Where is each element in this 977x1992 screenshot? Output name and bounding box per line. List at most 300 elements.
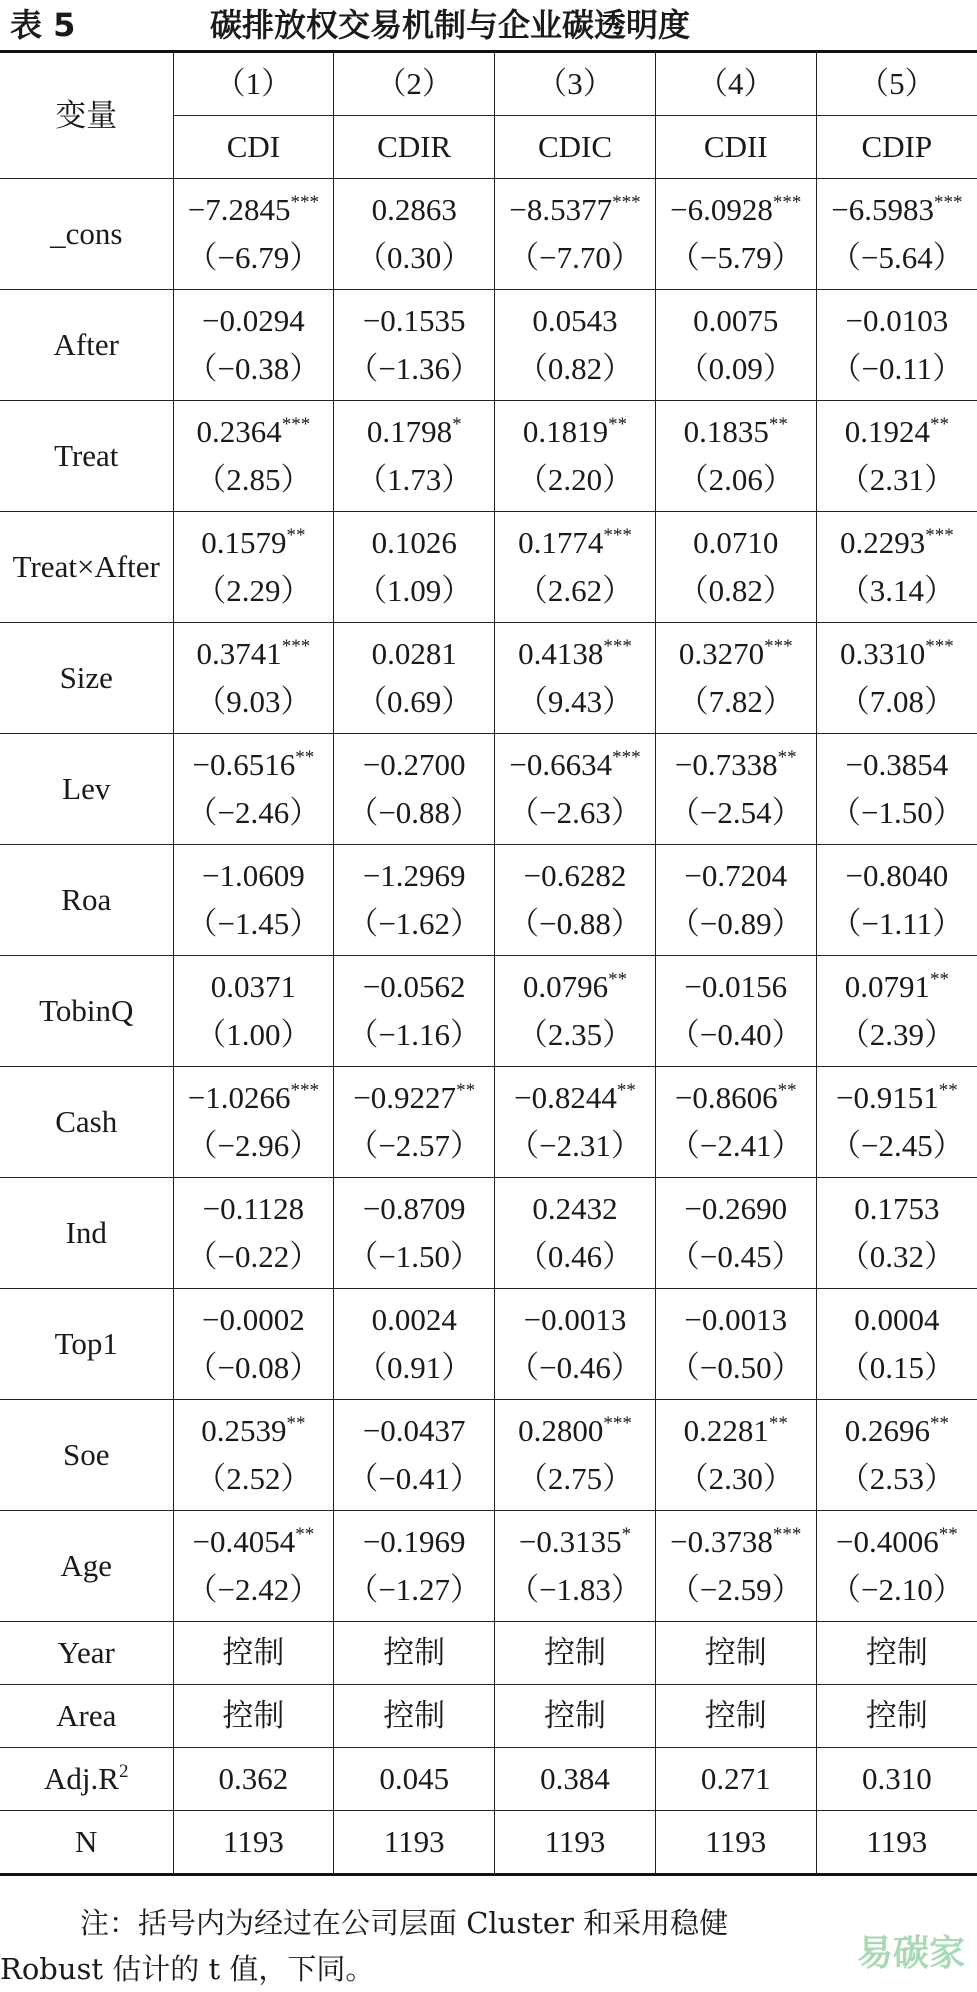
t-statistic: （2.20） (516, 462, 634, 497)
coefficient (495, 186, 655, 234)
control-value: 控制 (173, 1685, 334, 1748)
coefficient (495, 1296, 655, 1344)
column-name: CDI (173, 116, 334, 179)
coefficient-value: 0.2800 (518, 1413, 604, 1448)
t-statistic: （−2.46） (186, 795, 321, 830)
variable-row (0, 1289, 977, 1400)
estimate-cell (173, 845, 334, 956)
coefficient-value: −6.5983 (831, 192, 934, 227)
coefficient-value: 0.2696 (844, 1413, 930, 1448)
t-statistic: （−2.59） (668, 1572, 803, 1607)
coefficient-value: 0.0543 (532, 303, 618, 338)
coefficient-value: −0.3738 (670, 1524, 773, 1559)
coefficient-value: −0.3854 (845, 747, 949, 782)
adj-r2-value: 0.310 (816, 1748, 977, 1811)
coefficient-value: −0.0013 (523, 1302, 627, 1337)
variable-name: Ind (0, 1178, 173, 1289)
coefficient-value: 0.1774 (518, 525, 604, 560)
variable-name: Age (0, 1511, 173, 1622)
estimate-cell (816, 1178, 977, 1289)
estimate-cell (495, 1511, 656, 1622)
coefficient (334, 297, 494, 345)
t-statistic: （0.32） (838, 1239, 955, 1274)
table-title (10, 2, 970, 48)
table-note (0, 1900, 977, 1992)
significance-stars: *** (290, 192, 320, 213)
coefficient (817, 1518, 977, 1566)
significance-stars: ** (929, 414, 949, 435)
t-statistic: （0.09） (677, 351, 794, 386)
t-statistic: （2.52） (195, 1461, 312, 1496)
control-value: 控制 (334, 1685, 495, 1748)
variable-row (0, 1067, 977, 1178)
significance-stars: *** (925, 636, 954, 657)
coefficient-value: −0.4054 (192, 1524, 296, 1559)
variable-name: Lev (0, 734, 173, 845)
significance-stars: * (452, 414, 462, 435)
significance-stars: *** (603, 636, 632, 657)
t-statistic: （2.53） (838, 1461, 955, 1496)
coefficient-value: −0.2700 (362, 747, 466, 782)
coefficient-value: 0.2539 (201, 1413, 287, 1448)
estimate-cell (655, 623, 816, 734)
coefficient (656, 852, 816, 900)
t-statistic: （7.82） (677, 684, 794, 719)
coefficient (334, 1407, 494, 1455)
control-name: Year (0, 1622, 173, 1685)
significance-stars: *** (925, 525, 954, 546)
column-number: （1） (173, 52, 334, 116)
t-statistic: （−2.57） (347, 1128, 482, 1163)
t-statistic: （0.91） (356, 1350, 473, 1385)
significance-stars: *** (612, 747, 641, 768)
observations-label: N (0, 1811, 173, 1875)
coefficient (656, 519, 816, 567)
observations-value: 1193 (495, 1811, 656, 1875)
estimate-cell (655, 401, 816, 512)
coefficient (495, 1074, 655, 1122)
coefficient-value: −1.0266 (187, 1080, 291, 1115)
estimate-cell (816, 512, 977, 623)
estimate-cell (334, 734, 495, 845)
t-statistic: （1.73） (356, 462, 473, 497)
coefficient (656, 408, 816, 456)
t-statistic: （7.08） (838, 684, 955, 719)
estimate-cell (495, 956, 656, 1067)
t-statistic: （−1.45） (186, 906, 321, 941)
coefficient (817, 1296, 977, 1344)
t-statistic: （−2.31） (508, 1128, 642, 1163)
coefficient-value: 0.1026 (371, 525, 457, 560)
coefficient-value: 0.0710 (693, 525, 779, 560)
control-value: 控制 (334, 1622, 495, 1685)
coefficient-value: 0.1753 (854, 1191, 940, 1226)
coefficient (495, 297, 655, 345)
coefficient-value: −1.0609 (202, 858, 305, 893)
variable-name: Top1 (0, 1289, 173, 1400)
coefficient (656, 963, 816, 1011)
control-value: 控制 (655, 1622, 816, 1685)
t-statistic: （−0.88） (508, 906, 642, 941)
estimate-cell (173, 734, 334, 845)
t-statistic: （2.31） (838, 462, 955, 497)
coefficient-value: −0.7338 (674, 747, 778, 782)
coefficient-value: 0.1835 (683, 414, 769, 449)
coefficient (817, 1407, 977, 1455)
coefficient-value: −0.0437 (362, 1413, 466, 1448)
coefficient (334, 741, 494, 789)
adj-r2-superscript: 2 (118, 1761, 129, 1782)
variable-row (0, 1178, 977, 1289)
adj-r2-text: Adj.R (44, 1761, 119, 1796)
coefficient-value: −0.8606 (674, 1080, 778, 1115)
estimate-cell (816, 179, 977, 290)
variable-name: Cash (0, 1067, 173, 1178)
significance-stars: ** (768, 1413, 788, 1434)
variable-name: Treat×After (0, 512, 173, 623)
coefficient (174, 1185, 334, 1233)
estimate-cell (334, 956, 495, 1067)
observations-row (0, 1811, 977, 1875)
t-statistic: （−6.79） (186, 240, 321, 275)
coefficient (334, 1185, 494, 1233)
coefficient-value: −0.3135 (518, 1524, 622, 1559)
coefficient (174, 186, 334, 234)
variable-name: Roa (0, 845, 173, 956)
coefficient-value: 0.2863 (371, 192, 457, 227)
t-statistic: （−0.50） (668, 1350, 803, 1385)
coefficient-value: 0.3270 (678, 636, 765, 671)
watermark-logo: 易碳家 (856, 1933, 965, 1974)
variable-row (0, 512, 977, 623)
estimate-cell (816, 623, 977, 734)
coefficient (334, 519, 494, 567)
coefficient-value: −6.0928 (670, 192, 773, 227)
estimate-cell (495, 179, 656, 290)
t-statistic: （−1.11） (830, 906, 964, 941)
significance-stars: ** (768, 414, 788, 435)
adj-r2-value: 0.384 (495, 1748, 656, 1811)
estimate-cell (173, 401, 334, 512)
variable-row (0, 179, 977, 290)
significance-stars: *** (281, 636, 311, 657)
coefficient (174, 963, 334, 1011)
t-statistic: （1.00） (195, 1017, 312, 1052)
estimate-cell (816, 1400, 977, 1511)
estimate-cell (816, 845, 977, 956)
variable-name: _cons (0, 179, 173, 290)
coefficient-value: 0.4138 (518, 636, 604, 671)
observations-value: 1193 (816, 1811, 977, 1875)
coefficient (817, 519, 977, 567)
t-statistic: （−0.22） (186, 1239, 321, 1274)
estimate-cell (655, 1289, 816, 1400)
t-statistic: （−0.40） (668, 1017, 803, 1052)
coefficient (817, 1185, 977, 1233)
estimate-cell (334, 845, 495, 956)
estimate-cell (655, 1400, 816, 1511)
estimate-cell (173, 1178, 334, 1289)
coefficient (817, 1074, 977, 1122)
coefficient (334, 1296, 494, 1344)
estimate-cell (334, 1289, 495, 1400)
significance-stars: ** (608, 969, 628, 990)
coefficient-value: −8.5377 (509, 192, 613, 227)
coefficient-value: −0.0156 (684, 969, 788, 1004)
estimate-cell (816, 290, 977, 401)
t-statistic: （0.46） (516, 1239, 634, 1274)
t-statistic: （0.69） (356, 684, 473, 719)
coefficient (334, 1518, 494, 1566)
variable-row (0, 623, 977, 734)
coefficient-value: −0.8709 (362, 1191, 466, 1226)
variable-header: 变量 (0, 52, 173, 179)
estimate-cell (173, 623, 334, 734)
variable-row (0, 1400, 977, 1511)
variable-name: Soe (0, 1400, 173, 1511)
coefficient (495, 1407, 655, 1455)
adj-r2-row (0, 1748, 977, 1811)
adj-r2-value: 0.045 (334, 1748, 495, 1811)
significance-stars: *** (603, 525, 632, 546)
estimate-cell (816, 956, 977, 1067)
significance-stars: *** (772, 1524, 802, 1545)
coefficient (656, 297, 816, 345)
t-statistic: （−2.41） (668, 1128, 803, 1163)
control-value: 控制 (173, 1622, 334, 1685)
coefficient-value: 0.3310 (839, 636, 926, 671)
coefficient-value: −0.4006 (835, 1524, 939, 1559)
coefficient-value: 0.0024 (371, 1302, 457, 1337)
estimate-cell (655, 1067, 816, 1178)
variable-row (0, 956, 977, 1067)
coefficient-value: −0.8040 (845, 858, 949, 893)
coefficient (495, 1518, 655, 1566)
t-statistic: （2.62） (516, 573, 634, 608)
variable-row (0, 290, 977, 401)
significance-stars: ** (777, 1080, 797, 1101)
estimate-cell (495, 512, 656, 623)
significance-stars: ** (295, 747, 315, 768)
significance-stars: *** (772, 192, 802, 213)
t-statistic: （−0.08） (186, 1350, 321, 1385)
estimate-cell (655, 845, 816, 956)
estimate-cell (495, 623, 656, 734)
significance-stars: ** (929, 969, 949, 990)
estimate-cell (816, 1289, 977, 1400)
t-statistic: （−1.50） (829, 795, 964, 830)
coefficient-value: 0.0004 (854, 1302, 940, 1337)
estimate-cell (334, 1511, 495, 1622)
coefficient (174, 1296, 334, 1344)
coefficient (174, 630, 334, 678)
t-statistic: （−0.38） (186, 351, 321, 386)
coefficient (495, 519, 655, 567)
estimate-cell (334, 290, 495, 401)
t-statistic: （2.35） (516, 1017, 634, 1052)
coefficient (174, 408, 334, 456)
coefficient-value: 0.1819 (522, 414, 609, 449)
t-statistic: （−0.46） (508, 1350, 642, 1385)
table-caption: 碳排放权交易机制与企业碳透明度 (210, 6, 691, 44)
coefficient (817, 741, 977, 789)
coefficient-value: −1.2969 (362, 858, 466, 893)
variable-name: Size (0, 623, 173, 734)
coefficient (656, 630, 816, 678)
coefficient-value: −0.2690 (684, 1191, 788, 1226)
estimate-cell (173, 1400, 334, 1511)
coefficient-value: 0.0791 (844, 969, 930, 1004)
coefficient-value: −0.0013 (684, 1302, 788, 1337)
coefficient (656, 1296, 816, 1344)
t-statistic: （−0.89） (668, 906, 803, 941)
coefficient-value: −0.0562 (362, 969, 466, 1004)
coefficient-value: 0.2364 (196, 414, 282, 449)
estimate-cell (495, 1067, 656, 1178)
coefficient-value: −0.9227 (353, 1080, 457, 1115)
coefficient (817, 297, 977, 345)
control-value: 控制 (495, 1622, 656, 1685)
coefficient-value: 0.1924 (844, 414, 930, 449)
t-statistic: （−1.16） (347, 1017, 482, 1052)
estimate-cell (655, 1511, 816, 1622)
estimate-cell (334, 1178, 495, 1289)
t-statistic: （−2.42） (186, 1572, 321, 1607)
estimate-cell (816, 1511, 977, 1622)
coefficient (495, 963, 655, 1011)
estimate-cell (173, 1289, 334, 1400)
significance-stars: ** (929, 1413, 949, 1434)
coefficient (817, 186, 977, 234)
coefficient (656, 186, 816, 234)
regression-table (0, 50, 977, 1876)
estimate-cell (334, 623, 495, 734)
observations-value: 1193 (655, 1811, 816, 1875)
t-statistic: （0.30） (356, 240, 473, 275)
significance-stars: *** (290, 1080, 320, 1101)
adj-r2-value: 0.271 (655, 1748, 816, 1811)
t-statistic: （−0.41） (347, 1461, 482, 1496)
coefficient-value: −0.0002 (202, 1302, 305, 1337)
significance-stars: *** (764, 636, 793, 657)
estimate-cell (334, 1400, 495, 1511)
significance-stars: *** (603, 1413, 632, 1434)
t-statistic: （2.06） (677, 462, 794, 497)
estimate-cell (334, 179, 495, 290)
significance-stars: ** (286, 525, 306, 546)
coefficient-value: 0.2281 (683, 1413, 769, 1448)
coefficient (817, 630, 977, 678)
table-number: 表 5 (10, 6, 76, 44)
coefficient-value: 0.0796 (522, 969, 609, 1004)
coefficient (817, 852, 977, 900)
significance-stars: ** (295, 1524, 315, 1545)
coefficient (174, 1518, 334, 1566)
column-name: CDIP (816, 116, 977, 179)
t-statistic: （0.82） (516, 351, 634, 386)
coefficient (495, 630, 655, 678)
coefficient (174, 852, 334, 900)
coefficient (495, 852, 655, 900)
coefficient-value: 0.2293 (839, 525, 926, 560)
estimate-cell (655, 512, 816, 623)
t-statistic: （−0.88） (347, 795, 482, 830)
control-row (0, 1622, 977, 1685)
coefficient (174, 297, 334, 345)
coefficient (174, 1074, 334, 1122)
coefficient-value: −0.0294 (202, 303, 305, 338)
coefficient (817, 408, 977, 456)
t-statistic: （−0.11） (830, 351, 964, 386)
t-statistic: （−2.45） (829, 1128, 964, 1163)
coefficient-value: −0.6282 (523, 858, 627, 893)
significance-stars: ** (938, 1080, 958, 1101)
column-number: （5） (816, 52, 977, 116)
coefficient (334, 963, 494, 1011)
t-statistic: （−2.10） (829, 1572, 964, 1607)
significance-stars: *** (933, 192, 963, 213)
t-statistic: （−1.50） (347, 1239, 482, 1274)
t-statistic: （3.14） (838, 573, 955, 608)
coefficient-value: −0.6516 (192, 747, 296, 782)
significance-stars: ** (938, 1524, 958, 1545)
t-statistic: （−1.27） (347, 1572, 482, 1607)
coefficient-value: −0.8244 (514, 1080, 617, 1115)
control-name: Area (0, 1685, 173, 1748)
header-row-numbers (0, 52, 977, 116)
t-statistic: （−5.64） (829, 240, 964, 275)
coefficient-value: −0.6634 (509, 747, 613, 782)
estimate-cell (173, 1067, 334, 1178)
control-value: 控制 (495, 1685, 656, 1748)
coefficient (656, 1074, 816, 1122)
estimate-cell (173, 179, 334, 290)
estimate-cell (655, 734, 816, 845)
estimate-cell (334, 1067, 495, 1178)
coefficient-value: 0.0371 (210, 969, 297, 1004)
estimate-cell (495, 290, 656, 401)
t-statistic: （2.85） (195, 462, 312, 497)
control-value: 控制 (816, 1622, 977, 1685)
coefficient (495, 408, 655, 456)
t-statistic: （9.43） (516, 684, 634, 719)
significance-stars: ** (286, 1413, 306, 1434)
coefficient (656, 1518, 816, 1566)
estimate-cell (655, 956, 816, 1067)
coefficient-value: 0.3741 (196, 636, 282, 671)
adj-r2-label (0, 1748, 173, 1811)
coefficient-value: −0.9151 (835, 1080, 939, 1115)
t-statistic: （−2.54） (668, 795, 803, 830)
coefficient (817, 963, 977, 1011)
coefficient (334, 852, 494, 900)
estimate-cell (173, 512, 334, 623)
coefficient-value: 0.0281 (371, 636, 457, 671)
t-statistic: （−2.63） (508, 795, 642, 830)
significance-stars: ** (616, 1080, 636, 1101)
coefficient (334, 186, 494, 234)
estimate-cell (495, 401, 656, 512)
coefficient (174, 519, 334, 567)
coefficient (334, 630, 494, 678)
coefficient-value: −0.1535 (362, 303, 466, 338)
estimate-cell (816, 1067, 977, 1178)
column-name: CDIC (495, 116, 656, 179)
coefficient-value: 0.1579 (201, 525, 287, 560)
t-statistic: （−1.83） (508, 1572, 642, 1607)
t-statistic: （−5.79） (668, 240, 803, 275)
variable-name: After (0, 290, 173, 401)
